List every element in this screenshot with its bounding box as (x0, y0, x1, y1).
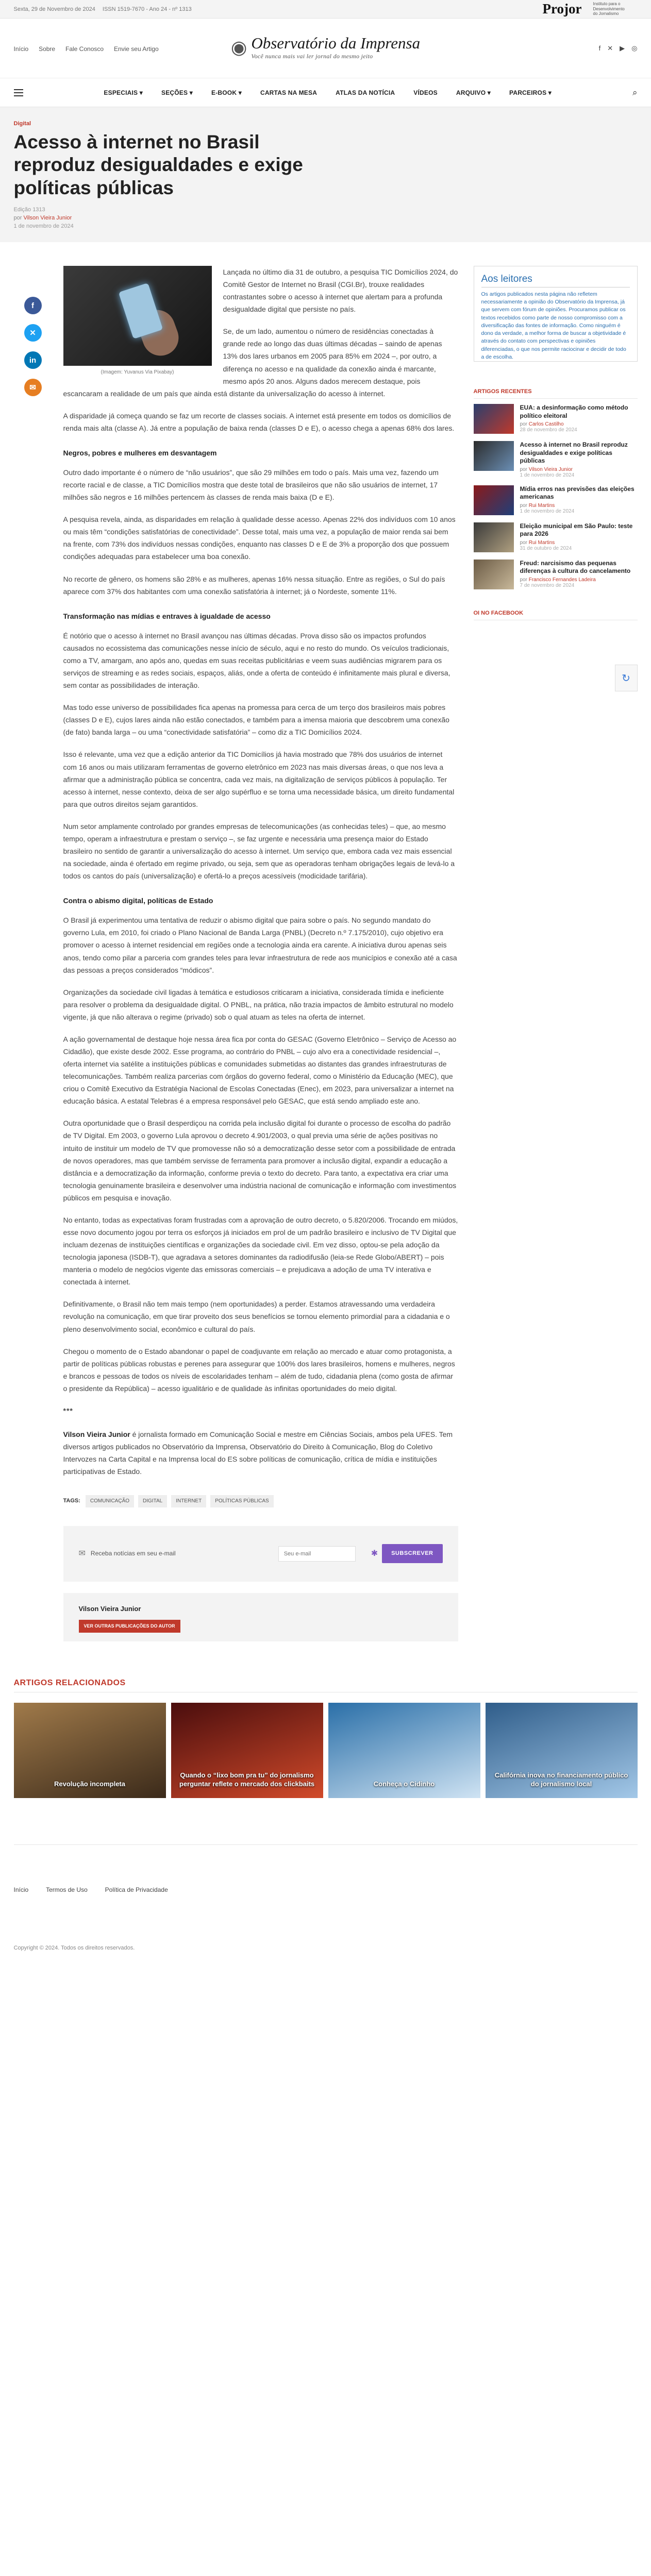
article-image (63, 266, 212, 366)
paragraph: Chegou o momento de o Estado abandonar o papel de coadjuvante em relação ao mercado e atuar como protagonista, a partir de políticas públicas robustas e perenes para assegurar que 100% dos lares brasileiros, homens e mulheres, negros e brancos e pessoas de todos os níveis de escolaridades tenham – além de tudo, cidadania plena (como gosta de afirmar o presidente da República) – acesso igualitário e de qualidade às infinitas oportunidades do meio digital. (63, 1347, 455, 1393)
nav-atlas-da-noticia[interactable]: ATLAS DA NOTÍCIA (336, 89, 395, 96)
paragraph: Outro dado importante é o número de “não usuários”, que são 29 milhões em todo o país. Mais uma vez, fazendo um recorte racial e de classe, a TIC Domicílios mostra que deste total de brasileiros que não são usuários de internet, 17 milhões são negros e 16 milhões pertencem às classes de renda mais baixa (D e E). (63, 468, 439, 502)
nav-items (94, 89, 561, 96)
main-nav (0, 78, 651, 107)
nav-cartas-na-mesa[interactable]: CARTAS NA MESA (260, 89, 318, 96)
paragraph: A disparidade já começa quando se faz um recorte de classes sociais. A internet está presente em todos os domicílios de renda mais alta (classe A). Já entre a população de baixa renda (classes D e E), o acesso chega a apenas 68% dos lares. (63, 411, 455, 432)
subscribe-button[interactable]: SUBSCREVER (382, 1544, 442, 1563)
projor-logo: Projor (542, 1, 582, 16)
footer-link-privacidade[interactable]: Política de Privacidade (105, 1886, 168, 1893)
recent-article-title[interactable]: Eleição municipal em São Paulo: teste para 2026 (520, 522, 633, 538)
footer-link-inicio[interactable]: Início (13, 1886, 29, 1893)
newsletter-label: Receba notícias em seu e-mail (90, 1550, 176, 1557)
recent-article-title[interactable]: EUA: a desinformação como método político eleitoral (520, 404, 628, 419)
paragraph: É notório que o acesso à internet no Brasil avançou nas últimas décadas. Prova disso são os impactos profundos causados no ecossistema das comunicações nesse início de século, aqui e no resto do mundo. Os veículos tradicionais, como a TV, amargam, ano após ano, quedas em suas receitas publicitárias e veem suas audiências migrarem para os serviços de streaming e as redes sociais, espaços, aliás, onde a oferta de conteúdo é infinitamente mais plural e diversa, sem contar as possibilidades de interação. (63, 631, 450, 690)
paragraph: A pesquisa revela, ainda, as disparidades em relação à qualidade desse acesso. Apenas 22% dos indivíduos com 10 anos ou mais têm “condições satisfatórias de conectividade”. Desse total, mais uma vez, a população de maior renda sai bem na frente, com 73% dos indivíduos nessas condições, enquanto nas classes D e E de 3% a proporção dos que possuem condições adequadas para estabelecer uma boa conexão. (63, 515, 456, 561)
tag-comunicacao[interactable]: COMUNICAÇÃO (86, 1495, 134, 1507)
paragraph: Lançada no último dia 31 de outubro, a pesquisa TIC Domicílios 2024, do Comitê Gestor de Internet no Brasil (CGI.Br), trouxe realidades contrastantes sobre o acesso à internet que alertam para a profunda desigualdade digital que persiste no país. (223, 268, 458, 314)
nav-ebook[interactable]: E-BOOK ▾ (211, 89, 242, 96)
newsletter-box (63, 1526, 458, 1582)
related-grid (14, 1703, 638, 1798)
article-lead-block (63, 266, 458, 400)
header-link-sobre[interactable]: Sobre (39, 45, 56, 53)
paragraph: Isso é relevante, uma vez que a edição anterior da TIC Domicílios já havia mostrado que 78% dos usuários de internet com 16 anos ou mais utilizaram ferramentas de governo eletrônico em 2023 nas mais diversas áreas, o que nos leva a afirmar que a administração pública se concentra, cada vez mais, na digitalização de serviços públicos à população. Ter acesso à internet, nesse contexto, deixa de ser algo supérfluo e se torna uma necessidade básica, um direito fundamental para que outros direitos sejam garantidos. (63, 750, 455, 808)
top-issn: ISSN 1519-7670 - Ano 24 - nº 1313 (102, 6, 192, 12)
header-link-inicio[interactable]: Início (13, 45, 29, 53)
author-posts-button[interactable]: VER OUTRAS PUBLICAÇÕES DO AUTOR (79, 1620, 180, 1633)
paragraph: Organizações da sociedade civil ligadas à temática e estudiosos criticaram a iniciativa, considerada tímida e ineficiente para resolver o problema da desigualdade digital. O PNBL, na prática, não trazia impactos de âmbito estrutural no modelo vigente, já que não alterava o regime (privado) sob o qual atuam as teles na oferta de internet. (63, 988, 454, 1021)
paragraph: No entanto, todas as expectativas foram frustradas com a aprovação de outro decreto, o 5.820/2006. Trocando em miúdos, esse novo documento jogou por terra os esforços já iniciados em prol de um padrão brasileiro e inclusivo de TV Digital que incluam dezenas de instituições científicas e organizações da sociedade civil. Em vez disso, optou-se pela adoção da tecnologia japonesa (ISDB-T), que agradava a setores dominantes da radiodifusão (leia-se Rede Globo/ABERT) – pois manteria o modelo de negócios vigente das emissoras comerciais – e prejudicava a adoção de uma TV interativa e conectada à internet. (63, 1215, 458, 1286)
share-facebook-icon[interactable]: f (24, 297, 42, 314)
site-logo[interactable] (231, 34, 420, 60)
nav-arquivo[interactable]: ARQUIVO ▾ (456, 89, 491, 96)
related-article-title[interactable]: Califórnia inova no financiamento público do jornalismo local (494, 1771, 628, 1788)
paragraph: Mas todo esse universo de possibilidades fica apenas na promessa para cerca de um terço dos brasileiros mais pobres (classes D e E), cujos lares ainda não estão conectados, e também para a imensa maioria que descobrem uma conexão (de fato) banda larga – ou uma “conectividade satisfatória” – como diz a TIC Domicílios 2024. (63, 703, 449, 737)
article-hero (0, 107, 651, 242)
byline-author[interactable]: Vilson Vieira Junior (23, 215, 72, 222)
nav-videos[interactable]: VÍDEOS (413, 89, 438, 96)
instagram-icon[interactable]: ◎ (631, 44, 638, 52)
site-header (0, 19, 651, 78)
paragraph: Definitivamente, o Brasil não tem mais tempo (nem oportunidades) a perder. Estamos atravessando uma verdadeira revolução na comunicação, em que tirar proveito dos seus benefícios se tornou elemento primordial para a cidadania e o pleno desenvolvimento social, econômico e cultural do país. (63, 1300, 450, 1333)
tags-label: TAGS: (63, 1498, 80, 1504)
readers-notice-text: Os artigos publicados nesta página não refletem necessariamente a opinião do Observatório da Imprensa, já que servem com fórum de opiniões. Procuramos publicar os textos recebidos como parte de nosso compromisso com a diversificação das fontes de informação. Como ninguém é dono da verdade, a melhor forma de buscar a objetividade é através do contato com perspectivas e opiniões diferenciadas, o que nos permite raciocinar e decidir de todo a de escolha. (481, 291, 626, 360)
recaptcha-badge[interactable]: ↻ (615, 665, 638, 691)
recent-article-author-line (520, 540, 638, 546)
site-title: Observatório da Imprensa (251, 34, 421, 52)
paragraph: O Brasil já experimentou uma tentativa de reduzir o abismo digital que paira sobre o país. No segundo mandato do governo Lula, em 2010, foi criado o Plano Nacional de Banda Larga (PNBL) (Decreto n.º 7.175/2010), cujo objetivo era promover o acesso à internet residencial em regiões onde a tecnologia ainda era carente. A iniciativa durou apenas seis anos, tendo como pilar a parceria com grandes teles para levar infraestrutura de rede aos municípios e conexão até a casa das pessoas a preços considerados “módicos”. (63, 916, 457, 974)
search-icon[interactable]: ⌕ (632, 88, 638, 97)
sidebar (474, 266, 638, 1641)
recent-article-thumbnail[interactable] (474, 485, 514, 515)
section-heading: Transformação nas mídias e entraves à igualdade de acesso (63, 612, 271, 620)
section-heading: Contra o abismo digital, políticas de Estado (63, 896, 213, 905)
recent-article-title[interactable]: Freud: narcisismo das pequenas diferenças à cultura do cancelamento (520, 559, 631, 575)
article-title: Acesso à internet no Brasil reproduz desigualdades e exige políticas públicas (13, 131, 303, 198)
newsletter-email-input[interactable] (278, 1546, 356, 1562)
x-icon[interactable]: ✕ (607, 44, 613, 52)
related-article-card[interactable] (171, 1703, 323, 1798)
header-link-envie-artigo[interactable]: Envie seu Artigo (113, 45, 159, 53)
recent-article-title[interactable]: Mídia erros nas previsões das eleições americanas (520, 485, 635, 501)
recent-article[interactable] (474, 404, 638, 434)
mail-icon: ✉ (78, 1549, 86, 1558)
recent-article-by: por (520, 577, 527, 583)
recent-article-author-line (520, 467, 638, 472)
article-category[interactable]: Digital (13, 121, 31, 127)
share-x-icon[interactable]: ✕ (24, 324, 42, 342)
paragraph: No recorte de gênero, os homens são 28% e as mulheres, apenas 16% nessa situação. Entre as regiões, o Sul do país aparece com 37% dos habitantes com uma conexão satisfatória à internet; já o Nordeste, somente 11%. (63, 574, 445, 596)
share-email-icon[interactable]: ✉ (24, 379, 42, 396)
related-article-title[interactable]: Quando o “lixo bom pra tu” do jornalismo perguntar reflete o mercado dos clickbaits (179, 1771, 315, 1788)
recent-articles-list (474, 404, 638, 589)
recent-article-by: por (520, 466, 527, 472)
recent-article-thumbnail[interactable] (474, 404, 514, 434)
site-subtitle: Você nunca mais vai ler jornal do mesmo jeito (251, 53, 373, 60)
recent-articles-title: ARTIGOS RECENTES (474, 388, 638, 399)
share-bar (14, 266, 46, 1641)
recent-article-title[interactable]: Acesso à internet no Brasil reproduz desigualdades e exige políticas públicas (520, 441, 628, 465)
footer-link-termos[interactable]: Termos de Uso (46, 1886, 88, 1893)
tag-list (63, 1495, 458, 1507)
recent-article-by: por (520, 502, 527, 509)
recent-article-by: por (520, 421, 527, 428)
projor-tagline: Instituto para o Desenvolvimento do Jornalismo (593, 2, 625, 16)
site-footer (14, 1844, 638, 1951)
facebook-widget-title: OI NO FACEBOOK (474, 610, 638, 620)
recent-article-thumbnail[interactable] (474, 522, 514, 552)
share-linkedin-icon[interactable]: in (24, 351, 42, 369)
paragraph: Outra oportunidade que o Brasil desperdiçou na corrida pela inclusão digital foi durante o processo de escolha do padrão de TV Digital. Em 2003, o governo Lula aprovou o decreto 4.901/2003, o qual previa uma série de ações positivas no intuito de instituir um modelo de TV que promovesse não só a democratização desse setor com a possibilidade de entrada de novos operadores, mas que também servisse de ferramenta para promover a inclusão digital, expandir a educação a distância e a democratização da informação, conforme previa o texto do decreto. Para tanto, a expectativa era criar uma tecnologia genuinamente brasileira e desenvolver uma indústria nacional de comunicação e informação com investimentos públicos em pesquisa e inovação. (63, 1119, 457, 1202)
recent-article-date: 1 de novembro de 2024 (520, 472, 575, 478)
author-bio (63, 1428, 458, 1478)
article-byline (14, 215, 638, 221)
recent-article-author-line (520, 503, 638, 509)
tag-digital[interactable]: DIGITAL (138, 1495, 167, 1507)
header-social (592, 44, 638, 53)
related-article-card[interactable] (14, 1703, 166, 1798)
recent-article-date: 28 de novembro de 2024 (520, 427, 577, 433)
nav-especiais[interactable]: ESPECIAIS ▾ (104, 89, 143, 96)
related-title: ARTIGOS RELACIONADOS (14, 1679, 638, 1692)
copyright: Copyright © 2024. Todos os direitos reservados. (13, 1944, 135, 1951)
related-article-title[interactable]: Conheça o Cidinho (373, 1780, 435, 1788)
readers-notice (474, 266, 638, 362)
recent-article-thumbnail[interactable] (474, 441, 514, 471)
related-article-title[interactable]: Revolução incompleta (54, 1780, 125, 1788)
recent-article-author[interactable]: Rui Martins (528, 539, 555, 546)
byline-prefix: por (13, 215, 22, 222)
article-body (46, 266, 458, 1641)
bio-author-name: Vilson Vieira Junior (63, 1430, 130, 1439)
header-link-fale-conosco[interactable]: Fale Conosco (65, 45, 104, 53)
recent-article-by: por (520, 539, 527, 546)
paragraph: Se, de um lado, aumentou o número de residências conectadas à grande rede ao longo das duas últimas décadas – saindo de apenas 13% dos lares urbanos em 2005 para 85% em 2024 –, por outro, a diferença no acesso e na qualidade da conexão ainda é marcante, mesmo após 20 anos. Alguns dados merecem destaque, pois escancaram a realidade de um país que ainda está distante da universalização do acesso à internet. (63, 327, 442, 398)
nav-parceiros[interactable]: PARCEIROS ▾ (509, 89, 552, 96)
authorbox-name[interactable]: Vilson Vieira Junior (78, 1604, 141, 1613)
article-date: 1 de novembro de 2024 (13, 223, 74, 230)
top-date: Sexta, 29 de Novembro de 2024 (13, 6, 95, 12)
recent-article[interactable] (474, 485, 638, 515)
article-figure (63, 266, 212, 377)
top-bar (0, 0, 651, 19)
youtube-icon[interactable]: ▶ (620, 44, 625, 52)
tag-internet[interactable]: INTERNET (171, 1495, 206, 1507)
image-caption: (Imagem: Yuvanus Via Pixabay) (101, 369, 174, 375)
recent-article[interactable] (474, 560, 638, 589)
nav-secoes[interactable]: SEÇÕES ▾ (161, 89, 193, 96)
projor-brand[interactable] (543, 1, 638, 17)
recent-article[interactable] (474, 522, 638, 552)
recent-article-author[interactable]: Rui Martins (528, 502, 555, 509)
bio-text: é jornalista formado em Comunicação Social e mestre em Ciências Sociais, ambos pela UFES. Tem diversos artigos publicados no Observatório da Imprensa, Observatório do Direito à Comunicação, Blog do Coletivo Intervozes na Carta Capital e na Imprensa local do ES sobre políticas de comunicação, crítica de mídia e instituições participativas de Estado. (63, 1430, 453, 1476)
paragraph: A ação governamental de destaque hoje nessa área fica por conta do GESAC (Governo Eletrônico – Serviço de Acesso ao Cidadão), que existe desde 2002. Esse programa, ao contrário do PNBL – cujo alvo era a conectividade residencial –, oferta internet via satélite a instituições públicas e comunidades submetidas ao distantes das grandes infraestruturas de telecomunicações. Também realiza parcerias com órgãos do governo federal, como o Ministério da Educação (MEC), que criou o Comitê Executivo da Estratégia Nacional de Escolas Conectadas (Enec), em 2023, para universalizar a internet na educação básica. A estatal Telebras é a empresa responsável pelo GESAC, que está sendo ampliado este ano. (63, 1035, 457, 1106)
recent-article-author[interactable]: Francisco Fernandes Ladeira (528, 577, 596, 583)
menu-icon[interactable] (14, 87, 23, 98)
separator-stars: *** (63, 1406, 73, 1415)
tag-politicas-publicas[interactable]: POLÍTICAS PÚBLICAS (210, 1495, 273, 1507)
footer-links (14, 1885, 638, 1893)
readers-notice-title: Aos leitores (481, 274, 630, 287)
related-articles (14, 1641, 638, 1798)
related-article-card[interactable] (328, 1703, 480, 1798)
paragraph: Num setor amplamente controlado por grandes empresas de telecomunicações (as conhecidas teles) – que, ao mesmo tempo, operam a infraestrutura e prestam o serviço –, se faz urgente e necessária uma presença maior do Estado brasileiro no sentido de garantir a universalização do acesso à internet. Um serviço que, embora cada vez mais essencial na sociedade, ainda é ofertado em regime privado, ou seja, sem que as operadoras tenham obrigações legais de levá-lo a todos os cantos do país (universalização) e ofertá-lo a preços acessíveis (modicidade tarifária). (63, 822, 455, 880)
recent-article-date: 31 de outubro de 2024 (520, 545, 572, 551)
section-heading: Negros, pobres e mulheres em desvantagem (63, 448, 217, 457)
recent-article-author[interactable]: Vilson Vieira Junior (528, 466, 573, 472)
header-links (14, 44, 167, 53)
recent-article-date: 1 de novembro de 2024 (520, 508, 575, 514)
puzzle-icon: ✱ (371, 1549, 378, 1558)
facebook-icon[interactable]: f (598, 44, 601, 52)
recent-article-author-line (520, 577, 638, 583)
related-article-card[interactable] (486, 1703, 638, 1798)
eye-logo-icon: ◉ (230, 36, 247, 58)
recent-article-author-line (520, 421, 638, 427)
author-box (63, 1593, 458, 1641)
recent-article-author[interactable]: Carlos Castilho (528, 421, 564, 428)
article-edition[interactable]: Edição 1313 (13, 207, 45, 213)
recent-article[interactable] (474, 441, 638, 478)
recent-article-thumbnail[interactable] (474, 560, 514, 589)
recent-article-date: 7 de novembro de 2024 (520, 582, 575, 588)
